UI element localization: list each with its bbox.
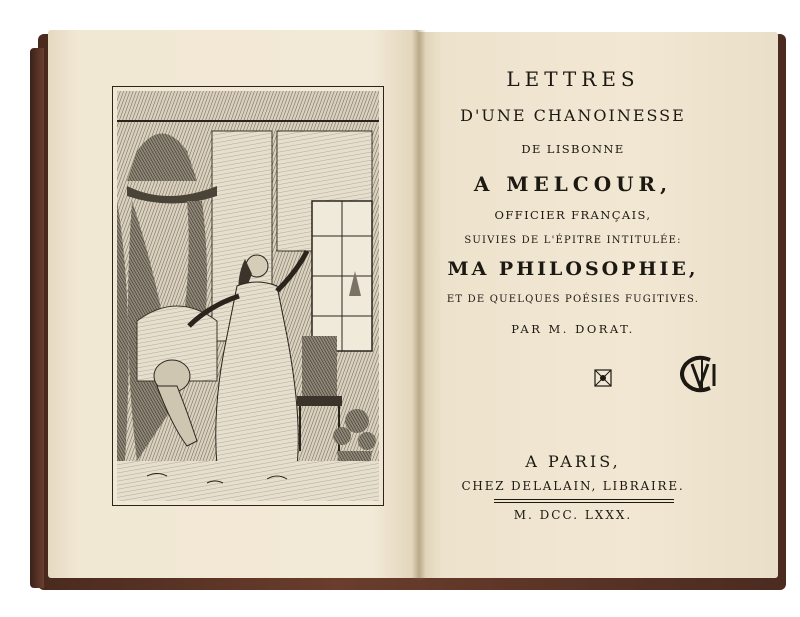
title-line-chanoinesse: D'UNE CHANOINESSE xyxy=(460,106,686,125)
engraving-image xyxy=(117,91,379,501)
imprint-date: M. DCC. LXXX. xyxy=(513,508,633,522)
printers-ornament-icon xyxy=(593,368,613,388)
imprint-rule-top xyxy=(494,499,674,500)
monogram-stamp-icon xyxy=(680,354,724,394)
title-line-officier: OFFICIER FRANÇAIS, xyxy=(494,208,652,222)
frontispiece-engraving xyxy=(112,86,384,506)
author-line: PAR M. DORAT. xyxy=(511,322,635,336)
open-book xyxy=(30,28,782,588)
title-line-lettres: LETTRES xyxy=(506,67,640,91)
imprint-place: A PARIS, xyxy=(525,452,621,471)
title-line-suivies: SUIVIES DE L'ÉPITRE INTITULÉE: xyxy=(464,235,682,246)
title-line-melcour: A MELCOUR, xyxy=(473,172,673,196)
title-line-poesies: ET DE QUELQUES POÉSIES FUGITIVES. xyxy=(446,294,700,305)
book-spine xyxy=(30,48,44,588)
title-line-philosophie: MA PHILOSOPHIE, xyxy=(447,258,699,280)
imprint-publisher: CHEZ DELALAIN, LIBRAIRE. xyxy=(461,479,685,493)
title-line-lisbonne: DE LISBONNE xyxy=(521,142,625,156)
imprint-rule-bottom xyxy=(494,502,674,503)
title-page xyxy=(418,32,778,578)
